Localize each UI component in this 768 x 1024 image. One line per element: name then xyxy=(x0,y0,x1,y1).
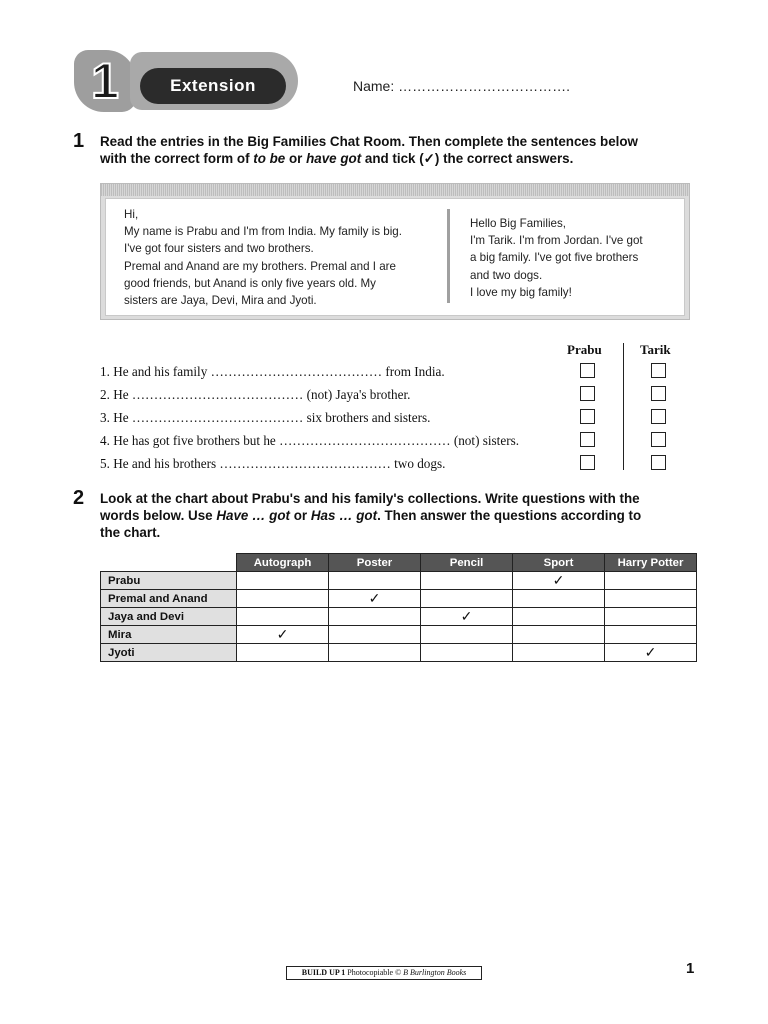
checkbox-tarik-3[interactable] xyxy=(651,409,666,424)
collections-chart xyxy=(100,553,697,662)
chart-cell xyxy=(421,644,513,662)
exercise-2-number: 2 xyxy=(73,487,85,509)
chart-row xyxy=(101,608,697,626)
checkbox-prabu-2[interactable] xyxy=(580,386,595,401)
chat-message-prabu xyxy=(124,206,402,309)
exercise-1-number: 1 xyxy=(73,130,85,152)
chart-cell xyxy=(329,644,421,662)
checkbox-prabu-1[interactable] xyxy=(580,363,595,378)
sentence-3: 3. He ………………………………… six brothers and sisters. xyxy=(100,410,431,425)
chat-divider xyxy=(447,209,450,303)
exercise-2-instruction-line1: Look at the chart about Prabu's and his family's collections. Write questions with the xyxy=(100,491,640,506)
chart-cell xyxy=(605,590,697,608)
sentence-1: 1. He and his family ………………………………… from India. xyxy=(100,364,445,379)
sentence-4: 4. He has got five brothers but he ………………………………… (not) sisters. xyxy=(100,433,520,448)
chart-row-label: Premal and Anand xyxy=(101,590,237,608)
chat-line: Hello Big Families, xyxy=(470,217,566,230)
chart-cell xyxy=(605,608,697,626)
chart-cell: ✓ xyxy=(605,644,697,662)
chart-cell xyxy=(513,626,605,644)
chat-room-box xyxy=(100,183,690,320)
chart-cell: ✓ xyxy=(513,572,605,590)
chart-column-header: Pencil xyxy=(421,554,513,572)
exercise-1-instruction-line1: Read the entries in the Big Families Chat Room. Then complete the sentences below xyxy=(100,134,638,149)
chart-cell xyxy=(329,626,421,644)
chart-cell: ✓ xyxy=(421,608,513,626)
checkbox-prabu-5[interactable] xyxy=(580,455,595,470)
chat-line: My name is Prabu and I'm from India. My family is big. xyxy=(124,225,402,239)
chat-message-tarik xyxy=(470,215,643,301)
chat-line: I've got four sisters and two brothers. xyxy=(124,242,314,256)
exercise-2-instruction-line2: words below. Use Have … got or Has … got. Then answer the questions according to xyxy=(100,508,642,523)
chart-row-label: Jyoti xyxy=(101,644,237,662)
column-divider xyxy=(623,343,624,470)
chart-cell xyxy=(421,590,513,608)
chart-cell xyxy=(421,626,513,644)
unit-number: 1 xyxy=(91,53,119,109)
section-label: Extension xyxy=(170,76,256,95)
chat-line: a big family. I've got five brothers xyxy=(470,251,639,265)
name-field[interactable]: Name: ………………………………. xyxy=(353,78,571,94)
chat-line: and two dogs. xyxy=(470,268,543,282)
chat-line: Hi, xyxy=(124,208,139,221)
column-header-prabu: Prabu xyxy=(567,342,602,357)
chart-cell xyxy=(513,608,605,626)
chart-cell xyxy=(513,644,605,662)
chart-cell xyxy=(237,572,329,590)
chart-cell xyxy=(329,572,421,590)
chat-line: Premal and Anand are my brothers. Premal and I are xyxy=(124,259,396,273)
chart-cell xyxy=(513,590,605,608)
chart-cell: ✓ xyxy=(329,590,421,608)
unit-badge xyxy=(74,50,136,112)
footer-copyright: BUILD UP 1 Photocopiable © B Burlington Books xyxy=(286,966,482,980)
column-header-tarik: Tarik xyxy=(640,342,671,357)
checkbox-tarik-5[interactable] xyxy=(651,455,666,470)
exercise-2-instruction-line3: the chart. xyxy=(100,525,161,540)
chart-column-header: Autograph xyxy=(237,554,329,572)
chat-line: I'm Tarik. I'm from Jordan. I've got xyxy=(470,234,643,248)
chart-cell xyxy=(329,608,421,626)
chart-cell xyxy=(421,572,513,590)
exercise-1-instruction xyxy=(100,133,690,167)
chat-room-content xyxy=(105,198,685,316)
checkbox-prabu-4[interactable] xyxy=(580,432,595,447)
exercise-1-instruction-line2: with the correct form of to be or have got and tick (✓) the correct answers. xyxy=(100,151,574,166)
chart-cell xyxy=(237,608,329,626)
chart-column-header: Harry Potter xyxy=(605,554,697,572)
chat-line: I love my big family! xyxy=(470,285,572,299)
exercise-2-instruction xyxy=(100,490,690,541)
chart-row-label: Jaya and Devi xyxy=(101,608,237,626)
page-number: 1 xyxy=(686,960,695,977)
chart-cell xyxy=(605,626,697,644)
chart-row-label: Prabu xyxy=(101,572,237,590)
chat-room-header-bar xyxy=(101,184,689,196)
chart-row xyxy=(101,590,697,608)
chart-cell xyxy=(237,590,329,608)
chat-line: sisters are Jaya, Devi, Mira and Jyoti. xyxy=(124,294,317,308)
chart-row xyxy=(101,644,697,662)
checkbox-tarik-2[interactable] xyxy=(651,386,666,401)
chart-corner xyxy=(101,554,237,572)
chart-cell xyxy=(605,572,697,590)
chart-column-header: Sport xyxy=(513,554,605,572)
chart-row-label: Mira xyxy=(101,626,237,644)
sentence-5: 5. He and his brothers ………………………………… two dogs. xyxy=(100,456,446,471)
chart-cell xyxy=(237,644,329,662)
chat-line: good friends, but Anand is only five years old. My xyxy=(124,276,376,290)
section-pill xyxy=(140,68,286,104)
checkbox-prabu-3[interactable] xyxy=(580,409,595,424)
chart-column-header: Poster xyxy=(329,554,421,572)
checkbox-tarik-1[interactable] xyxy=(651,363,666,378)
chart-cell: ✓ xyxy=(237,626,329,644)
chart-row xyxy=(101,626,697,644)
chart-row xyxy=(101,572,697,590)
sentence-2: 2. He ………………………………… (not) Jaya's brother. xyxy=(100,387,411,402)
checkbox-tarik-4[interactable] xyxy=(651,432,666,447)
